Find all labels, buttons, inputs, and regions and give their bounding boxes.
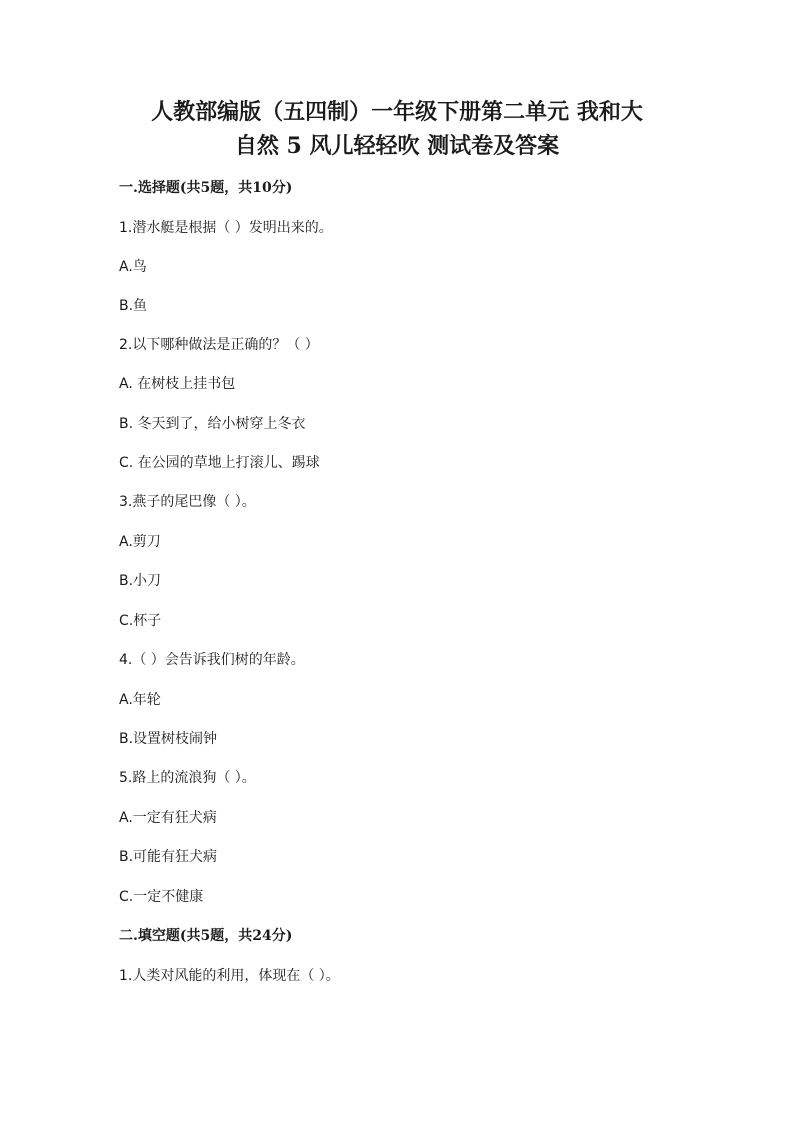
answer-option: C.杯子 <box>119 613 162 629</box>
question-text: 2.以下哪种做法是正确的？（ ） <box>119 337 319 353</box>
answer-option: A.鸟 <box>119 259 147 275</box>
answer-option: B. 冬天到了，给小树穿上冬衣 <box>119 416 306 432</box>
question-text: 1.潜水艇是根据（ ）发明出来的。 <box>119 220 333 236</box>
answer-option: A.剪刀 <box>119 534 161 550</box>
answer-option: C.一定不健康 <box>119 889 204 905</box>
answer-option: B.设置树枝闹钟 <box>119 731 218 747</box>
answer-option: C. 在公园的草地上打滚儿、踢球 <box>119 455 320 471</box>
question-text: 3.燕子的尾巴像（ ）。 <box>119 494 256 510</box>
section-heading-fill-blank: 二.填空题(共5题，共24分) <box>119 928 293 944</box>
answer-option: A.一定有狂犬病 <box>119 810 217 826</box>
answer-option: B.鱼 <box>119 298 148 314</box>
question-text: 1.人类对风能的利用，体现在（ ）。 <box>119 968 340 984</box>
answer-option: B.可能有狂犬病 <box>119 849 218 865</box>
document-title-line-2: 自然 5 风儿轻轻吹 测试卷及答案 <box>234 133 560 159</box>
section-heading-choice: 一.选择题(共5题，共10分) <box>119 180 293 196</box>
question-text: 4.（ ）会告诉我们树的年龄。 <box>119 652 305 668</box>
answer-option: A. 在树枝上挂书包 <box>119 376 236 392</box>
answer-option: A.年轮 <box>119 692 161 708</box>
question-text: 5.路上的流浪狗（ ）。 <box>119 770 256 786</box>
answer-option: B.小刀 <box>119 573 162 589</box>
document-title-line-1: 人教部编版（五四制）一年级下册第二单元 我和大 <box>151 99 643 125</box>
